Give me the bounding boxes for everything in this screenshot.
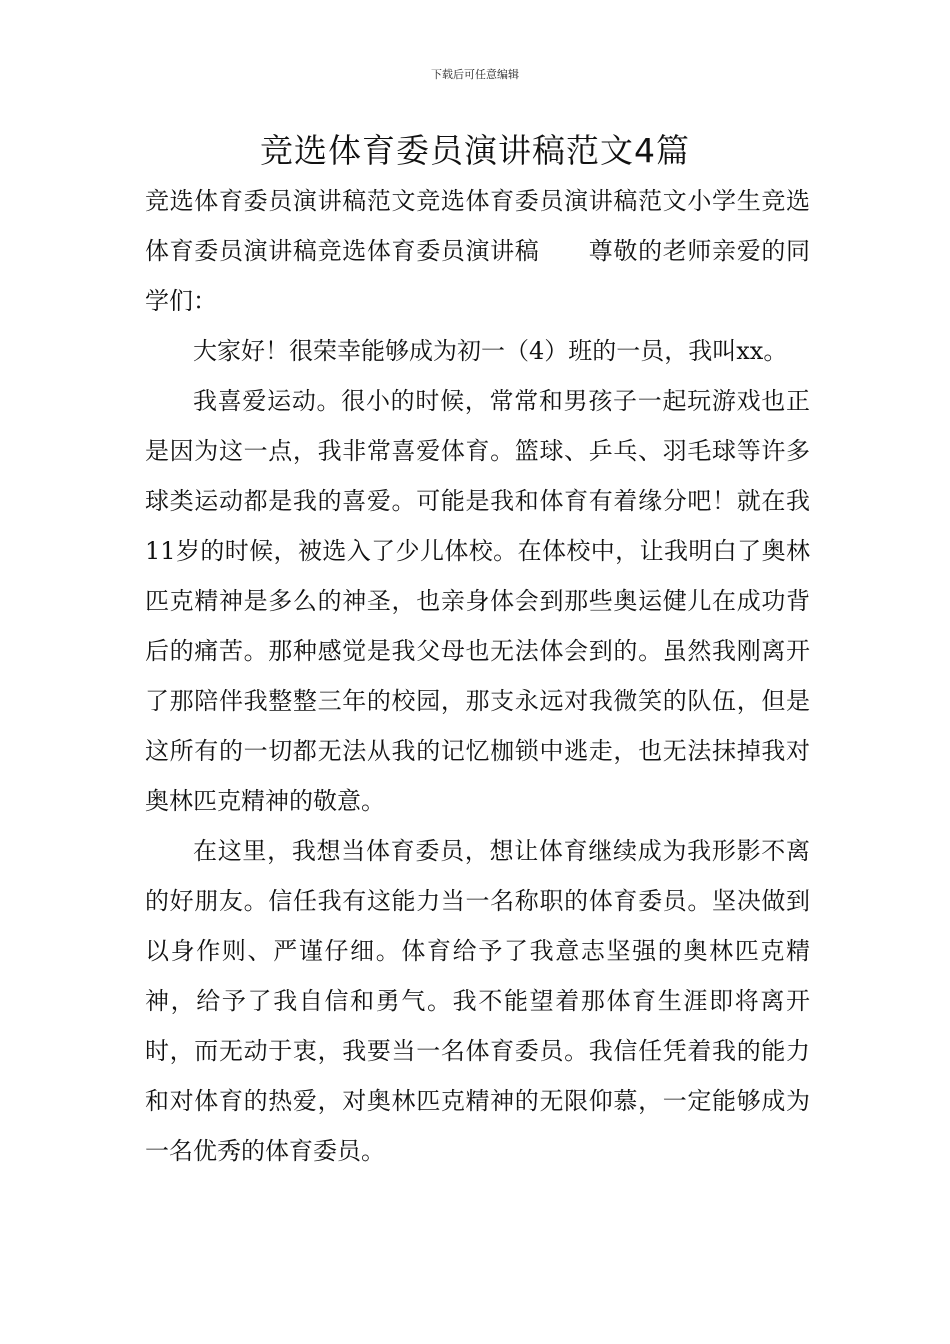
document-title: 竞选体育委员演讲稿范文4篇 <box>260 131 690 170</box>
paragraph-hobby: 我喜爱运动。很小的时候，常常和男孩子一起玩游戏也正是因为这一点，我非常喜爱体育。篮球、乒乓、羽毛球等许多球类运动都是我的喜爱。可能是我和体育有着缘分吧！就在我11岁的时候，被选入了少儿体校。在体校中，让我明白了奥林匹克精神是多么的神圣，也亲身体会到那些奥运健儿在成功背后的痛苦。那种感觉是我父母也无法体会到的。虽然我刚离开了那陪伴我整整三年的校园，那支永远对我微笑的队伍，但是这所有的一切都无法从我的记忆枷锁中逃走，也无法抹掉我对奥林匹克精神的敬意。 <box>145 387 810 815</box>
paragraph-motivation: 在这里，我想当体育委员，想让体育继续成为我形影不离的好朋友。信任我有这能力当一名称职的体育委员。坚决做到以身作则、严谨仔细。体育给予了我意志坚强的奥林匹克精神，给予了我自信和勇气。我不能望着那体育生涯即将离开时，而无动于衷，我要当一名体育委员。我信任凭着我的能力和对体育的热爱，对奥林匹克精神的无限仰慕，一定能够成为一名优秀的体育委员。 <box>145 837 810 1165</box>
paragraph-greeting: 大家好！很荣幸能够成为初一（4）班的一员，我叫xx。 <box>193 337 788 365</box>
document-body <box>145 176 810 1176</box>
header-note: 下载后可任意编辑 <box>431 68 519 81</box>
paragraph-intro: 竞选体育委员演讲稿范文竞选体育委员演讲稿范文小学生竞选体育委员演讲稿竞选体育委员演讲稿 尊敬的老师亲爱的同学们： <box>145 187 810 315</box>
